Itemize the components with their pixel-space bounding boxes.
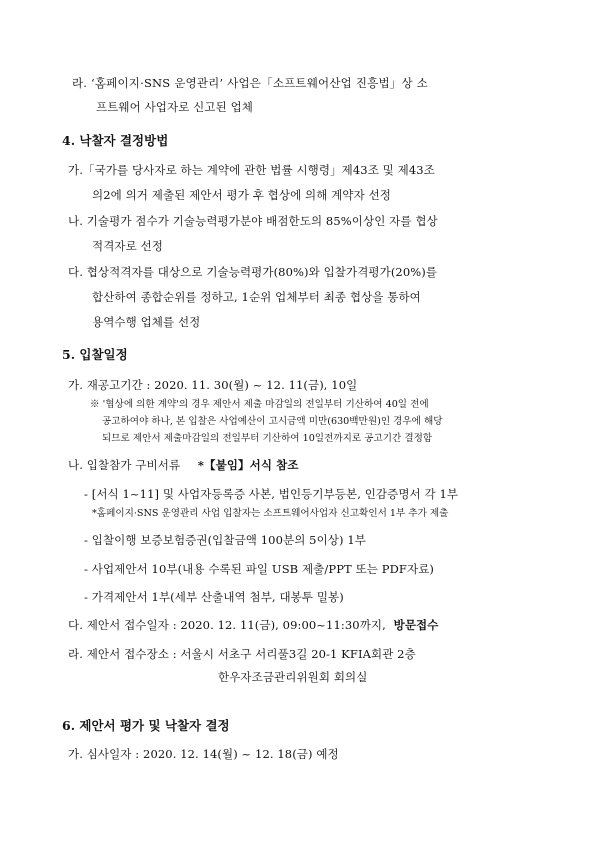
sec5-item-ra-line1: 라. 제안서 접수장소 : 서울시 서초구 서리풀3길 20-1 KFIA회관 2층 [68, 647, 416, 661]
eligibility-item-ra-line1: 라. ‘홈페이지·SNS 운영관리’ 사업은「소프트웨어산업 진흥법」상 소 [72, 76, 428, 90]
sec5-item-da-text: 다. 제안서 접수일자 : 2020. 12. 11(금), 09:00~11:30까지, [68, 618, 386, 632]
section-5-heading: 5. 입찰일정 [62, 347, 128, 362]
section-6-heading: 6. 제안서 평가 및 낙찰자 결정 [62, 718, 230, 733]
sec5-item-na [68, 457, 299, 473]
sec5-doc-forms-note: *홈페이지·SNS 운영관리 사업 입찰자는 소프트웨어사업자 신고확인서 1부 추가 제출 [92, 508, 449, 519]
sec5-doc-bond: - 입찰이행 보증보험증권(입찰금액 100분의 5이상) 1부 [84, 533, 366, 547]
sec5-item-ga: 가. 재공고기간 : 2020. 11. 30(월) ~ 12. 11(금), 10일 [68, 378, 358, 392]
sec5-note-line3: 되므로 제안서 제출마감일의 전일부터 기산하여 10일전까지로 공고기간 결정함 [102, 433, 433, 444]
eligibility-item-ra-line2: 프트웨어 사업자로 신고된 업체 [96, 100, 253, 114]
sec4-item-ga-line2: 의2에 의거 제출된 제안서 평가 후 협상에 의해 계약자 선정 [92, 188, 392, 202]
sec5-item-da-visit: 방문접수 [393, 618, 439, 632]
sec6-item-ga: 가. 심사일자 : 2020. 12. 14(월) ~ 12. 18(금) 예정 [68, 747, 339, 761]
sec4-item-na-line1: 나. 기술평가 점수가 기술능력평가분야 배점한도의 85%이상인 자를 협상 [68, 214, 438, 228]
section-4-heading: 4. 낙찰자 결정방법 [62, 133, 169, 148]
sec5-item-na-label: 나. 입찰참가 구비서류 [68, 458, 181, 472]
sec5-item-ra-line2: 한우자조금관리위원회 회의실 [218, 670, 368, 684]
sec5-note-line1: ※ '협상에 의한 계약'의 경우 제안서 제출 마감일의 전일부터 기산하여 40일 전에 [90, 399, 429, 410]
sec4-item-da-line2: 합산하여 종합순위를 정하고, 1순위 업체부터 최종 협상을 통하여 [92, 290, 421, 304]
sec5-doc-price: - 가격제안서 1부(세부 산출내역 첨부, 대봉투 밀봉) [84, 590, 344, 604]
sec4-item-na-line2: 적격자로 선정 [92, 239, 164, 253]
sec4-item-da-line1: 다. 협상적격자를 대상으로 기술능력평가(80%)와 입찰가격평가(20%)를 [68, 265, 438, 279]
sec5-item-da [68, 617, 438, 633]
sec5-item-na-attachment-ref: *【붙임】서식 참조 [197, 458, 299, 472]
sec4-item-da-line3: 용역수행 업체를 선정 [92, 315, 201, 329]
sec5-doc-proposal: - 사업제안서 10부(내용 수록된 파일 USB 제출/PPT 또는 PDF자료) [84, 562, 434, 576]
sec5-note-line2: 공고하여야 하나, 본 입찰은 사업예산이 고시금액 미만(630백만원)인 경우에 해당 [102, 416, 443, 427]
sec5-doc-forms: - [서식 1~11] 및 사업자등록증 사본, 법인등기부등본, 인감증명서 각 1부 [84, 487, 459, 501]
sec4-item-ga-line1: 가.「국가를 당사자로 하는 계약에 관한 법률 시행령」제43조 및 제43조 [68, 163, 435, 177]
